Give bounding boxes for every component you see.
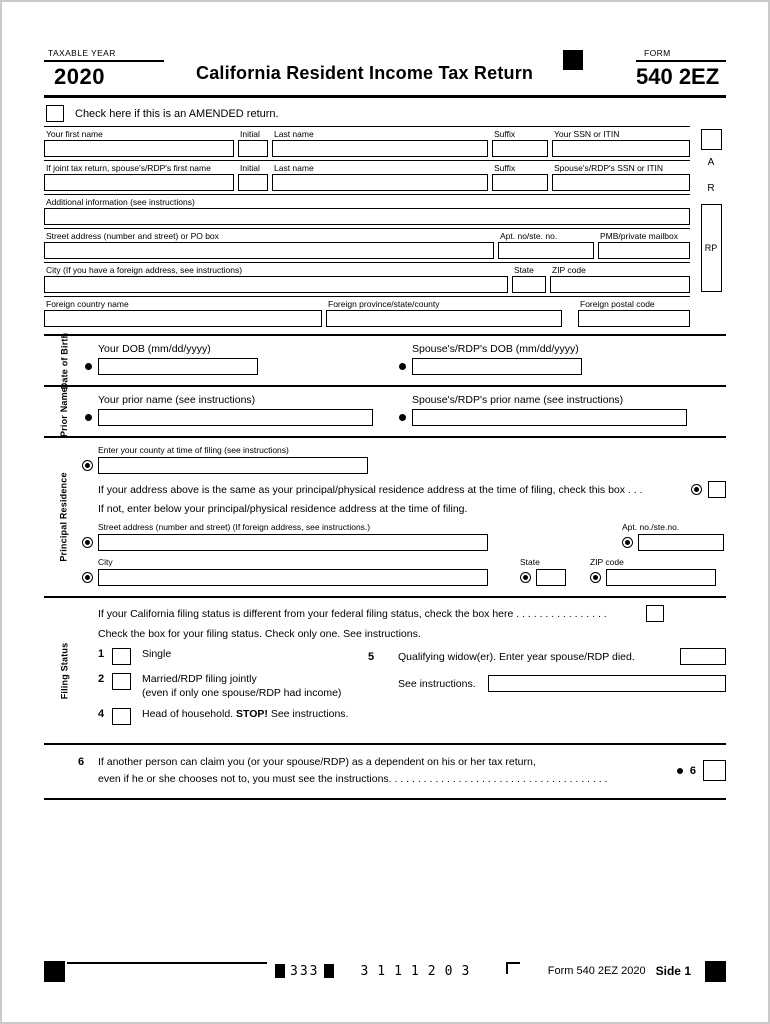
header-rule xyxy=(44,95,726,98)
foreign-postal-label: Foreign postal code xyxy=(580,299,655,309)
footer-side-text: Side 1 xyxy=(655,964,691,978)
your-prior-name-label: Your prior name (see instructions) xyxy=(98,394,256,406)
form-number: 540 2EZ xyxy=(636,64,720,89)
status-hoh-label: Head of household. xyxy=(142,708,236,721)
foreign-row xyxy=(44,296,690,330)
prior-name-section xyxy=(44,387,726,438)
city-label: City (If you have a foreign address, see instructions) xyxy=(46,265,243,275)
spouse-suffix-label: Suffix xyxy=(494,163,516,173)
status-hoh-stop: STOP! xyxy=(236,708,268,721)
foreign-country-label: Foreign country name xyxy=(46,299,129,309)
scan-box-rp: RP xyxy=(701,204,722,292)
city-input[interactable] xyxy=(44,276,508,293)
status-single-row xyxy=(98,648,368,665)
your-prior-name-input[interactable] xyxy=(98,409,373,426)
dob-section-label: Date of Birth xyxy=(59,332,70,389)
filing-status-instruction: Check the box for your filing status. Check only one. See instructions. xyxy=(98,628,421,640)
initial-label: Initial xyxy=(240,129,260,139)
status-married-sub: (even if only one spouse/RDP had income) xyxy=(142,686,342,699)
status-married-label: Married/RDP filing jointly xyxy=(142,673,257,685)
scan-letter-r: R xyxy=(707,183,715,194)
street-label: Street address (number and street) or PO box xyxy=(46,231,219,241)
suffix-label: Suffix xyxy=(494,129,516,139)
spouse-name-row xyxy=(44,160,690,194)
first-name-input[interactable] xyxy=(44,140,234,157)
spouse-first-name-input[interactable] xyxy=(44,174,234,191)
tick-mark xyxy=(324,964,334,978)
pr-street-input[interactable] xyxy=(98,534,488,551)
status-married-checkbox[interactable] xyxy=(112,673,131,690)
filing-status-section-label: Filing Status xyxy=(59,642,70,699)
name-address-section xyxy=(44,126,726,336)
spouse-dob-input[interactable] xyxy=(412,358,582,375)
pr-apt-label: Apt. no./ste.no. xyxy=(622,522,680,532)
pr-state-label: State xyxy=(520,557,540,567)
foreign-country-input[interactable] xyxy=(44,310,322,327)
form-title: California Resident Income Tax Return xyxy=(196,63,534,83)
scan-column xyxy=(696,126,726,330)
scan-letter-a: A xyxy=(707,157,715,168)
target-icon xyxy=(520,572,531,583)
bullet-icon xyxy=(85,363,92,370)
spouse-initial-input[interactable] xyxy=(238,174,268,191)
pr-city-input[interactable] xyxy=(98,569,488,586)
not-same-text: If not, enter below your principal/physical residence address at the time of filing. xyxy=(98,503,468,515)
your-dob-input[interactable] xyxy=(98,358,258,375)
widow-see-instructions-row xyxy=(398,675,726,692)
bullet-icon xyxy=(399,414,406,421)
state-input[interactable] xyxy=(512,276,546,293)
spouse-suffix-input[interactable] xyxy=(492,174,548,191)
amended-row xyxy=(46,105,726,122)
dob-section xyxy=(44,332,726,389)
line-6-number: 6 xyxy=(78,756,85,769)
status-married-row xyxy=(98,673,368,700)
principal-residence-section-label: Principal Residence xyxy=(59,472,69,562)
apt-input[interactable] xyxy=(498,242,594,259)
status-widow-row xyxy=(368,648,726,665)
widow-see-instructions-label: See instructions. xyxy=(398,677,476,690)
pmb-input[interactable] xyxy=(598,242,690,259)
street-row xyxy=(44,228,690,262)
different-status-text: If your California filing status is different from your federal filing status, check the box here . . . . . . . . . . . . . . . . xyxy=(98,607,607,620)
dependent-line1: If another person can claim you (or your spouse/RDP) as a dependent on his or her tax return, xyxy=(98,756,536,769)
last-name-label: Last name xyxy=(274,129,314,139)
dependent-checkbox[interactable] xyxy=(703,760,726,781)
suffix-input[interactable] xyxy=(492,140,548,157)
page-footer xyxy=(44,959,726,983)
amended-checkbox[interactable] xyxy=(46,105,64,122)
status-hoh-checkbox[interactable] xyxy=(112,708,131,725)
target-icon xyxy=(82,572,93,583)
spouse-prior-name-label: Spouse's/RDP's prior name (see instructions) xyxy=(412,394,624,406)
name-row xyxy=(44,126,690,160)
spouse-dob-label: Spouse's/RDP's DOB (mm/dd/yyyy) xyxy=(412,343,579,355)
zip-input[interactable] xyxy=(550,276,690,293)
state-label: State xyxy=(514,265,534,275)
pr-zip-label: ZIP code xyxy=(590,557,624,567)
status-single-checkbox[interactable] xyxy=(112,648,131,665)
line-6-item-number: 6 xyxy=(689,764,696,777)
same-address-checkbox[interactable] xyxy=(708,481,726,498)
registration-mark xyxy=(44,961,65,982)
status-hoh-post: See instructions. xyxy=(267,708,349,721)
status-single-label: Single xyxy=(142,648,172,660)
spouse-ssn-label: Spouse's/RDP's SSN or ITIN xyxy=(554,163,664,173)
taxable-year-label: TAXABLE YEAR xyxy=(44,48,164,62)
street-input[interactable] xyxy=(44,242,494,259)
scan-box xyxy=(701,129,722,150)
spouse-prior-name-input[interactable] xyxy=(412,409,687,426)
ssn-label: Your SSN or ITIN xyxy=(554,129,620,139)
pr-street-label: Street address (number and street) (If foreign address, see instructions.) xyxy=(98,522,371,532)
county-label: Enter your county at time of filing (see instructions) xyxy=(98,445,289,455)
amended-label: Check here if this is an AMENDED return. xyxy=(75,107,279,120)
pmb-label: PMB/private mailbox xyxy=(600,231,678,241)
your-dob-label: Your DOB (mm/dd/yyyy) xyxy=(98,343,211,355)
pr-state-input[interactable] xyxy=(536,569,566,586)
different-status-checkbox[interactable] xyxy=(646,605,664,622)
status-1-number: 1 xyxy=(98,648,105,660)
spouse-initial-label: Initial xyxy=(240,163,260,173)
spouse-last-name-label: Last name xyxy=(274,163,314,173)
pr-city-label: City xyxy=(98,557,113,567)
pr-zip-input[interactable] xyxy=(606,569,716,586)
initial-input[interactable] xyxy=(238,140,268,157)
spouse-last-name-input[interactable] xyxy=(272,174,488,191)
ssn-input[interactable] xyxy=(552,140,690,157)
spouse-first-name-label: If joint tax return, spouse's/RDP's first name xyxy=(46,163,211,173)
apt-label: Apt. no/ste. no. xyxy=(500,231,558,241)
status-hoh-row xyxy=(98,708,368,725)
footer-form-text: Form 540 2EZ 2020 xyxy=(547,965,646,977)
bullet-icon xyxy=(85,414,92,421)
taxable-year-value: 2020 xyxy=(54,64,105,89)
additional-info-input[interactable] xyxy=(44,208,690,225)
spouse-ssn-input[interactable] xyxy=(552,174,690,191)
registration-mark xyxy=(705,961,726,982)
tick-mark xyxy=(275,964,285,978)
first-name-label: Your first name xyxy=(46,129,103,139)
registration-mark xyxy=(563,50,583,70)
city-row xyxy=(44,262,690,296)
widow-instructions-input[interactable] xyxy=(488,675,726,692)
bullet-icon xyxy=(399,363,406,370)
year-spouse-died-input[interactable] xyxy=(680,648,726,665)
additional-info-row xyxy=(44,194,690,228)
principal-residence-section xyxy=(44,438,726,598)
corner-mark-icon xyxy=(506,962,520,974)
scanline-code-2: 3111203 xyxy=(360,963,479,979)
footer-line xyxy=(67,962,267,964)
status-2-number: 2 xyxy=(98,673,105,685)
foreign-province-input[interactable] xyxy=(326,310,562,327)
foreign-province-label: Foreign province/state/county xyxy=(328,299,440,309)
scanline-code-1: 333 xyxy=(275,964,334,979)
status-5-number: 5 xyxy=(368,650,375,663)
target-icon xyxy=(590,572,601,583)
additional-info-label: Additional information (see instructions) xyxy=(46,197,195,207)
status-4-number: 4 xyxy=(98,708,105,721)
form-label: FORM xyxy=(636,48,726,62)
dependent-section xyxy=(44,745,726,800)
filing-status-section xyxy=(44,598,726,745)
prior-name-section-label: Prior Name xyxy=(59,386,69,437)
pr-apt-input[interactable] xyxy=(638,534,724,551)
dependent-line2: even if he or she chooses not to, you must see the instructions. . . . . . . . . . . . . . . . . . . . . . . . . . . . . . . . . . . . . . xyxy=(98,772,608,785)
target-icon xyxy=(622,537,633,548)
target-icon xyxy=(691,484,702,495)
bullet-icon xyxy=(677,768,683,774)
county-input[interactable] xyxy=(98,457,368,474)
same-address-text: If your address above is the same as your principal/physical residence address at the time of filing, check this box . . . xyxy=(98,483,643,496)
foreign-postal-input[interactable] xyxy=(578,310,690,327)
target-icon xyxy=(82,460,93,471)
form-header xyxy=(44,48,726,90)
target-icon xyxy=(82,537,93,548)
zip-label: ZIP code xyxy=(552,265,586,275)
last-name-input[interactable] xyxy=(272,140,488,157)
status-widow-label: Qualifying widow(er). Enter year spouse/RDP died. xyxy=(398,650,635,663)
